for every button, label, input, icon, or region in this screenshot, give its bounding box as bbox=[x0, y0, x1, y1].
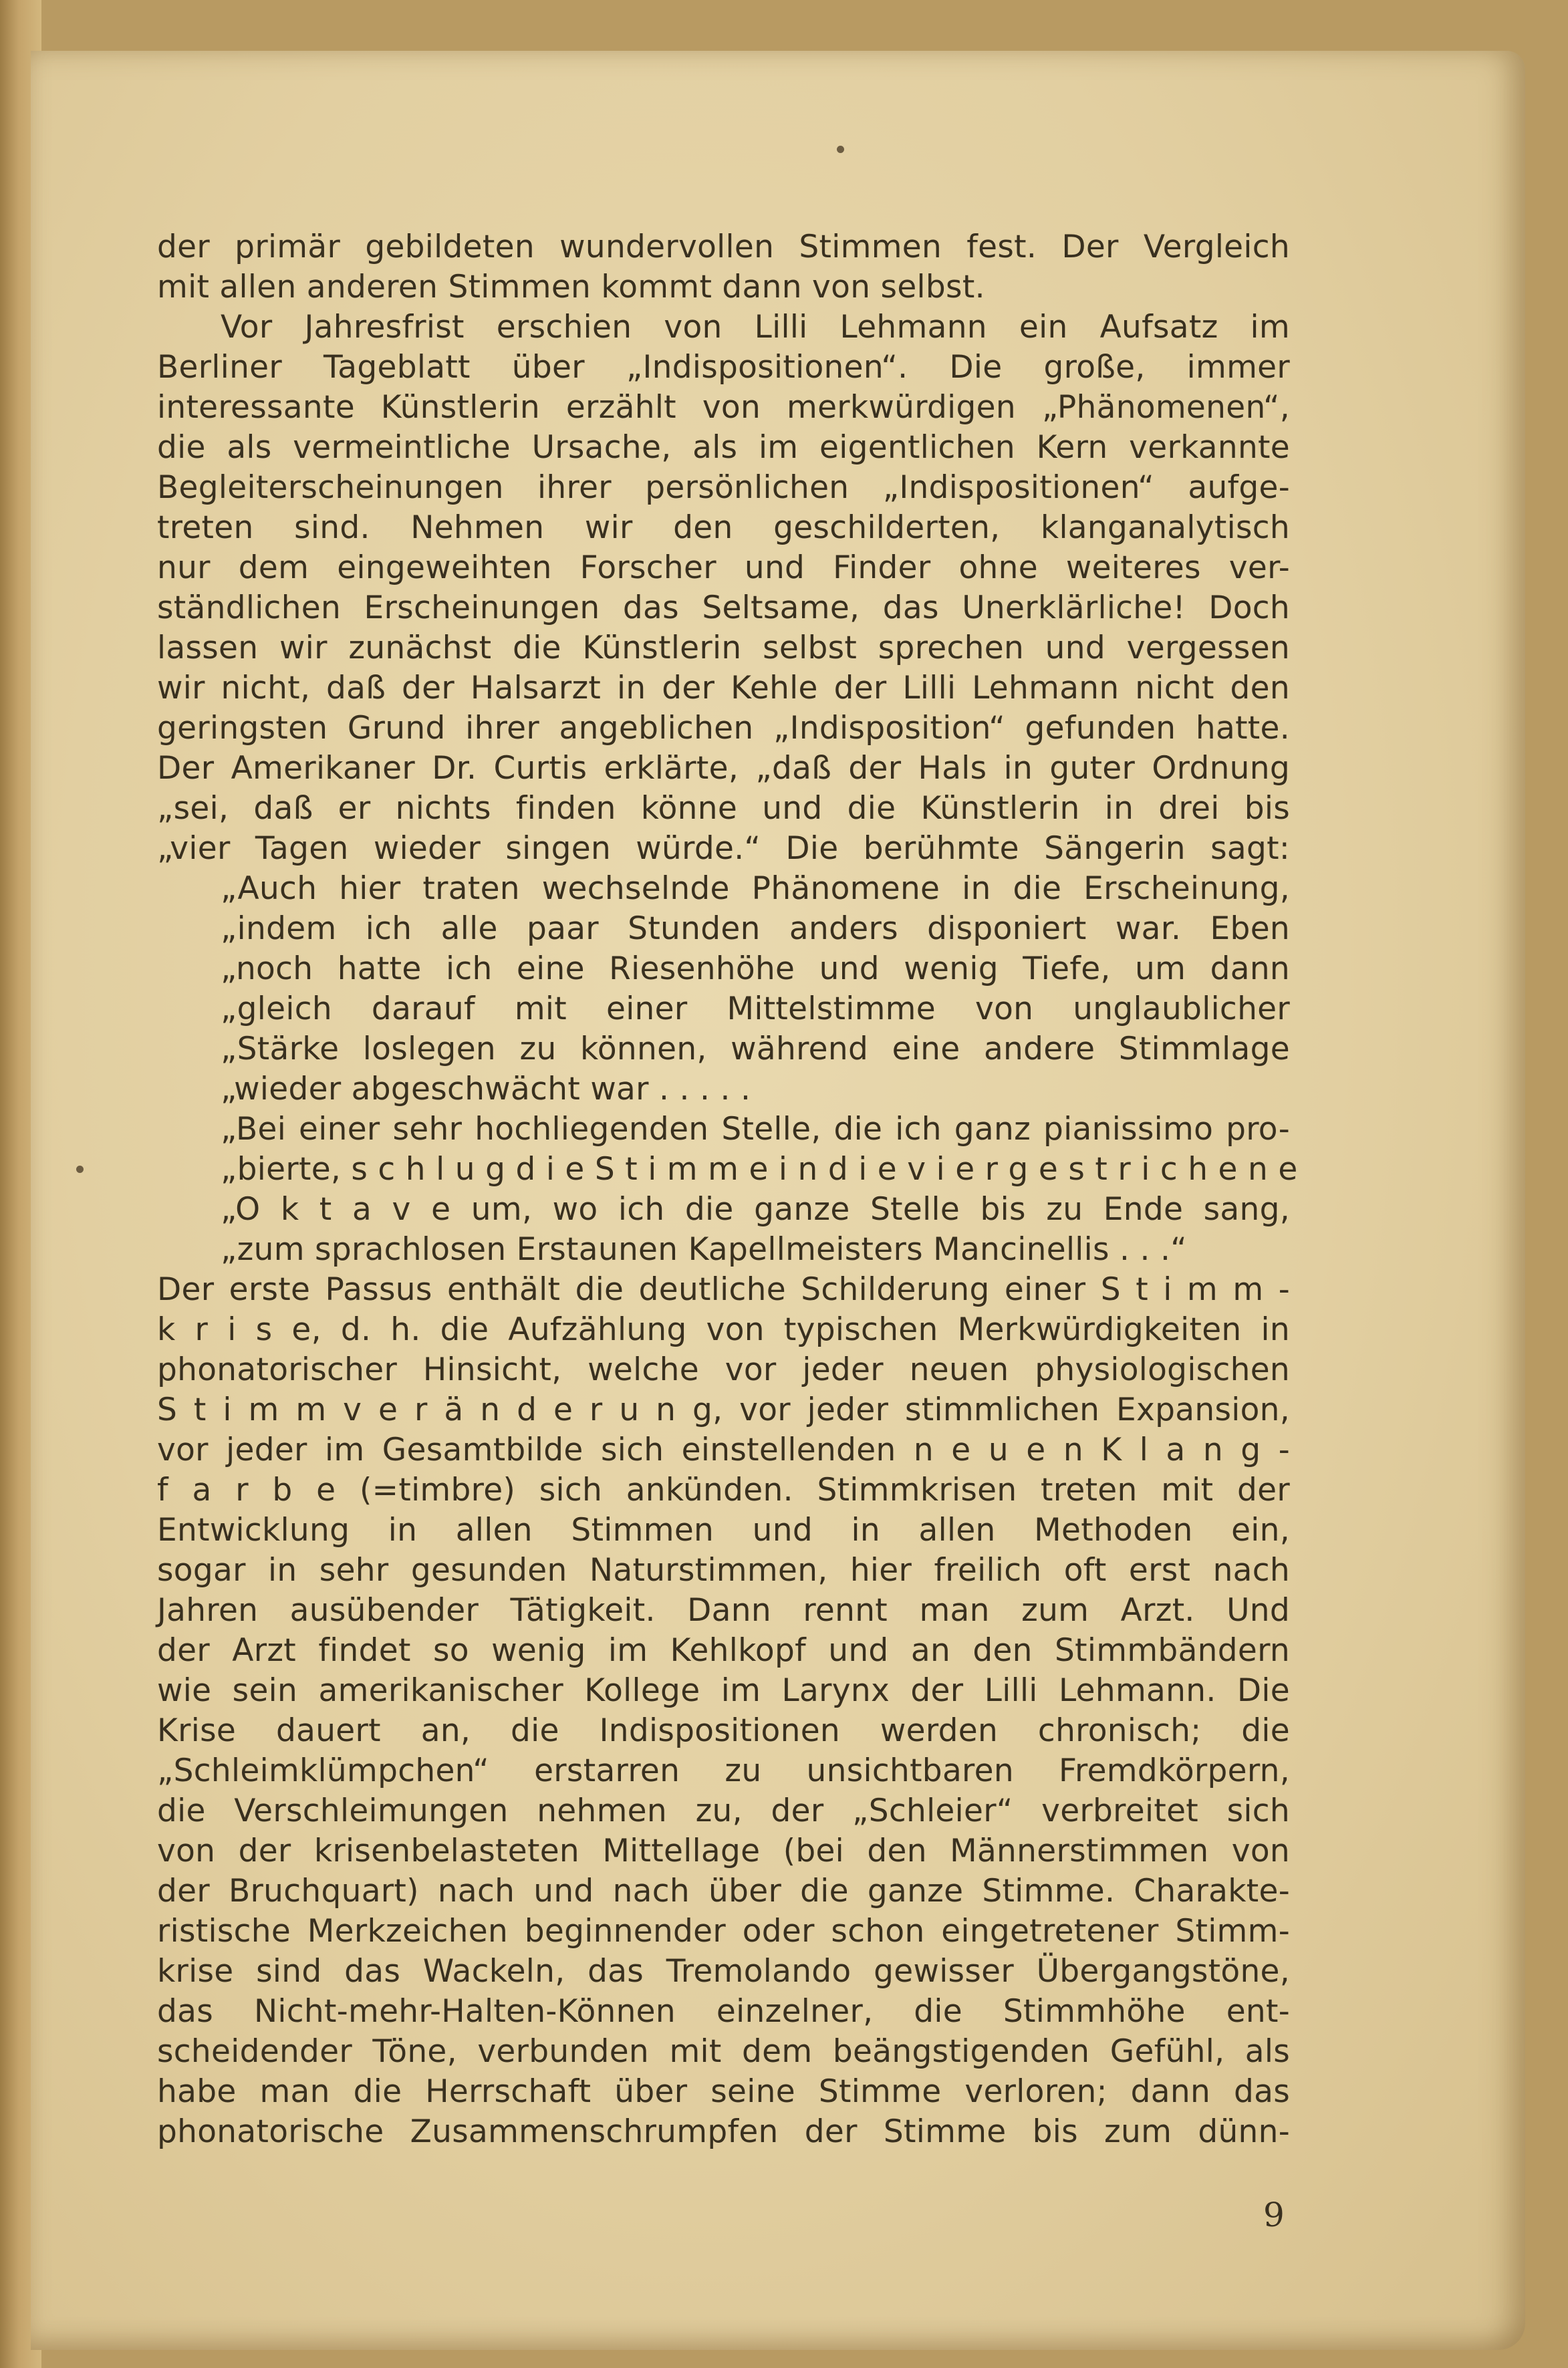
quote-line: „bierte, s c h l u g d i e S t i m m e i n d i e v i e r g e s t r i c h e n e bbox=[221, 1151, 1298, 1188]
text-line: lassen wir zunächst die Künstlerin selbst sprechen und vergessen bbox=[157, 630, 1290, 666]
text-line: „sei, daß er nichts finden könne und die Künstlerin in drei bis bbox=[157, 790, 1290, 827]
text-line: ristische Merkzeichen beginnender oder schon eingetretener Stimm- bbox=[157, 1913, 1290, 1950]
text-line: das Nicht-mehr-Halten-Können einzelner, die Stimmhöhe ent- bbox=[157, 1993, 1290, 2030]
text-line: Der Amerikaner Dr. Curtis erklärte, „daß der Hals in guter Ordnung bbox=[157, 750, 1290, 787]
text-line: Vor Jahresfrist erschien von Lilli Lehmann ein Aufsatz im bbox=[221, 309, 1290, 346]
text-line: S t i m m v e r ä n d e r u n g, vor jeder stimmlichen Expansion, bbox=[157, 1392, 1290, 1428]
text-line: wir nicht, daß der Halsarzt in der Kehle der Lilli Lehmann nicht den bbox=[157, 670, 1290, 706]
ink-speck bbox=[76, 1166, 84, 1173]
text-line: „vier Tagen wieder singen würde.“ Die berühmte Sängerin sagt: bbox=[157, 830, 1290, 867]
text-line: krise sind das Wackeln, das Tremolando gewisser Übergangstöne, bbox=[157, 1953, 1290, 1990]
text-line: vor jeder im Gesamtbilde sich einstellenden n e u e n K l a n g - bbox=[157, 1432, 1290, 1468]
text-line: Berliner Tageblatt über „Indispositionen“. Die große, immer bbox=[157, 349, 1290, 386]
text-line: der Bruchquart) nach und nach über die ganze Stimme. Charakte- bbox=[157, 1873, 1290, 1910]
quote-line: „zum sprachlosen Erstaunen Kapellmeisters Mancinellis . . .“ bbox=[221, 1231, 1187, 1268]
quote-line: „indem ich alle paar Stunden anders disponiert war. Eben bbox=[221, 910, 1290, 947]
text-line: Jahren ausübender Tätigkeit. Dann rennt man zum Arzt. Und bbox=[157, 1592, 1290, 1629]
text-line: von der krisenbelasteten Mittellage (bei den Männerstimmen von bbox=[157, 1833, 1290, 1869]
text-line: der primär gebildeten wundervollen Stimmen fest. Der Vergleich bbox=[157, 229, 1290, 265]
text-line: Entwicklung in allen Stimmen und in allen Methoden ein, bbox=[157, 1512, 1290, 1549]
quote-line: „noch hatte ich eine Riesenhöhe und wenig Tiefe, um dann bbox=[221, 950, 1290, 987]
text-line: nur dem eingeweihten Forscher und Finder ohne weiteres ver- bbox=[157, 549, 1290, 586]
body-text bbox=[157, 227, 1298, 2152]
quote-line: „Bei einer sehr hochliegenden Stelle, die ich ganz pianissimo pro- bbox=[221, 1111, 1290, 1148]
text-line: Begleiterscheinungen ihrer persönlichen „Indispositionen“ aufge- bbox=[157, 469, 1290, 506]
text-line: sogar in sehr gesunden Naturstimmen, hier freilich oft erst nach bbox=[157, 1552, 1290, 1589]
text-line: treten sind. Nehmen wir den geschilderten, klanganalytisch bbox=[157, 509, 1290, 546]
page-number: 9 bbox=[1263, 2196, 1285, 2234]
text-line: f a r b e (=timbre) sich ankünden. Stimmkrisen treten mit der bbox=[157, 1472, 1290, 1508]
text-line: scheidender Töne, verbunden mit dem beängstigenden Gefühl, als bbox=[157, 2033, 1290, 2070]
text-line: Der erste Passus enthält die deutliche Schilderung einer S t i m m - bbox=[157, 1271, 1290, 1308]
quote-line: „Stärke loslegen zu können, während eine andere Stimmlage bbox=[221, 1031, 1290, 1067]
quote-line: „gleich darauf mit einer Mittelstimme von unglaublicher bbox=[221, 991, 1290, 1027]
text-line: wie sein amerikanischer Kollege im Larynx der Lilli Lehmann. Die bbox=[157, 1672, 1290, 1709]
text-line: die als vermeintliche Ursache, als im eigentlichen Kern verkannte bbox=[157, 429, 1290, 466]
ink-speck bbox=[837, 146, 844, 153]
text-line: „Schleimklümpchen“ erstarren zu unsichtbaren Fremdkörpern, bbox=[157, 1752, 1290, 1789]
text-line: geringsten Grund ihrer angeblichen „Indisposition“ gefunden hatte. bbox=[157, 710, 1290, 747]
text-line: k r i s e, d. h. die Aufzählung von typischen Merkwürdigkeiten in bbox=[157, 1311, 1290, 1348]
text-line: der Arzt findet so wenig im Kehlkopf und an den Stimmbändern bbox=[157, 1632, 1290, 1669]
text-line: phonatorischer Hinsicht, welche vor jeder neuen physiologischen bbox=[157, 1351, 1290, 1388]
quote-line: „wieder abgeschwächt war . . . . . bbox=[221, 1071, 751, 1107]
quote-line: „O k t a v e um, wo ich die ganze Stelle bis zu Ende sang, bbox=[221, 1191, 1290, 1228]
text-line: mit allen anderen Stimmen kommt dann von selbst. bbox=[157, 269, 985, 305]
text-line: habe man die Herrschaft über seine Stimme verloren; dann das bbox=[157, 2073, 1290, 2110]
text-line: phonatorische Zusammenschrumpfen der Stimme bis zum dünn- bbox=[157, 2113, 1290, 2150]
text-line: Krise dauert an, die Indispositionen werden chronisch; die bbox=[157, 1712, 1290, 1749]
text-line: ständlichen Erscheinungen das Seltsame, das Unerklärliche! Doch bbox=[157, 589, 1290, 626]
text-line: interessante Künstlerin erzählt von merkwürdigen „Phänomenen“, bbox=[157, 389, 1290, 426]
quote-line: „Auch hier traten wechselnde Phänomene in die Erscheinung, bbox=[221, 870, 1290, 907]
text-line: die Verschleimungen nehmen zu, der „Schleier“ verbreitet sich bbox=[157, 1793, 1290, 1829]
